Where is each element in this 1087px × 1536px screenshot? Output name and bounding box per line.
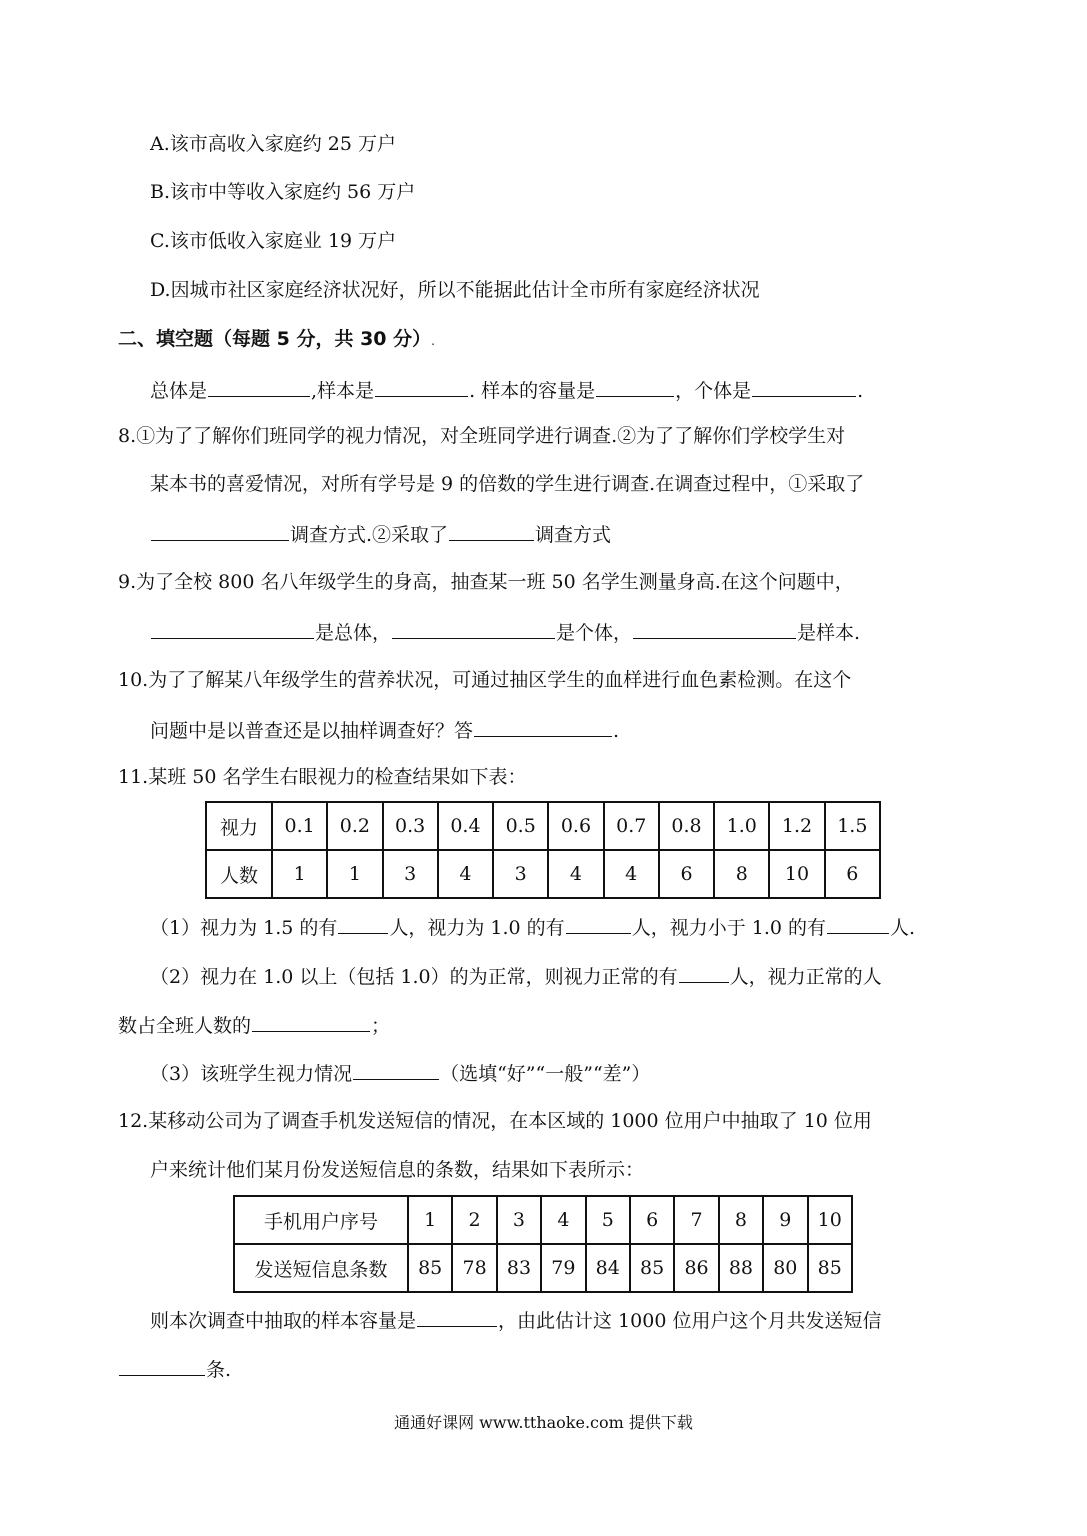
count-cell: 8 [714,850,769,898]
q11-p1-text-1: （1）视力为 1.5 的有 [150,917,338,939]
q10-line-2 [150,716,619,744]
q12-text-3: 条. [206,1359,232,1381]
q12-text-1: 则本次调查中抽取的样本容量是 [150,1310,417,1332]
option-c: C.该市低收入家庭业 19 万户 [150,230,397,252]
q10-text-1: 问题中是以普查还是以抽样调查好？答 [150,720,474,742]
page-footer: 通通好课网 www.tthaoke.com 提供下载 [394,1413,693,1432]
sms-count-cell: 79 [541,1244,585,1292]
option-d: D.因城市社区家庭经济状况好，所以不能据此估计全市所有家庭经济状况 [150,279,760,301]
section-heading-row [118,326,435,354]
sms-count-cell: 83 [497,1244,541,1292]
q7-text-5: . [857,380,864,402]
q11-p2-blank-2[interactable] [252,1011,370,1032]
vision-cell: 0.1 [272,802,327,850]
q7-blank-2[interactable] [375,376,468,397]
count-cell: 10 [769,850,824,898]
count-cell: 1 [272,850,327,898]
vision-cell: 0.3 [383,802,438,850]
q7-text-1: 总体是 [150,380,208,402]
count-cell: 3 [383,850,438,898]
user-id-cell: 1 [408,1196,452,1244]
q8-line-1: 8.①为了了解你们班同学的视力情况，对全班同学进行调查.②为了了解你们学校学生对 [118,425,846,447]
q11-p1-blank-3[interactable] [827,913,889,934]
q9-text-2: 是个体， [556,622,633,644]
section-heading: 二、填空题（每题 5 分，共 30 分） [118,328,432,350]
user-id-header-label: 手机用户序号 [234,1196,408,1244]
q7-blank-3[interactable] [596,376,674,397]
q11-part-2-cont [118,1011,390,1039]
user-id-cell: 8 [719,1196,763,1244]
q8-line-3 [150,520,611,548]
sms-count-cell: 88 [719,1244,763,1292]
q7-text-4: ，个体是 [675,380,752,402]
q12-line-1: 12.某移动公司为了调查手机发送短信的情况，在本区域的 1000 位用户中抽取了 10 位用 [118,1110,872,1132]
vision-cell: 1.5 [825,802,880,850]
q8-text-1: 调查方式.②采取了 [290,524,449,546]
vision-header-label: 视力 [206,802,272,850]
q7-blank-4[interactable] [752,376,856,397]
user-id-cell: 7 [674,1196,718,1244]
q9-line-1: 9.为了全校 800 名八年级学生的身高，抽查某一班 50 名学生测量身高.在这个问题中， [118,571,854,593]
vision-cell: 0.7 [604,802,659,850]
q7-row [150,376,863,404]
q11-p2-text-3: 数占全班人数的 [118,1015,252,1037]
q7-text-2: ,样本是 [311,380,375,402]
count-cell: 1 [327,850,382,898]
q11-part-1 [150,913,915,941]
q10-blank-1[interactable] [474,716,612,737]
option-b: B.该市中等收入家庭约 56 万户 [150,181,416,203]
q11-p2-text-1: （2）视力在 1.0 以上（包括 1.0）的为正常，则视力正常的有 [150,966,678,988]
user-id-cell: 2 [452,1196,496,1244]
q11-p3-text-1: （3）该班学生视力情况 [150,1063,353,1085]
q11-intro: 11.某班 50 名学生右眼视力的检查结果如下表： [118,766,527,788]
vision-cell: 0.2 [327,802,382,850]
q11-p1-text-4: 人. [889,917,916,939]
vision-row [206,802,880,850]
sms-table [233,1195,853,1293]
q12-blank-2[interactable] [119,1355,205,1376]
count-header-label: 人数 [206,850,272,898]
user-id-cell: 4 [541,1196,585,1244]
count-cell: 6 [659,850,714,898]
user-id-cell: 5 [586,1196,630,1244]
section-mark: . [431,334,435,348]
q11-p3-text-2: （选填“好”“一般”“差”） [440,1063,651,1085]
count-cell: 4 [548,850,603,898]
vision-cell: 0.5 [493,802,548,850]
vision-table [205,801,881,899]
q9-blank-3[interactable] [633,618,796,639]
q12-line-2: 户来统计他们某月份发送短信息的条数，结果如下表所示： [150,1159,645,1181]
q11-p1-text-2: 人，视力为 1.0 的有 [389,917,565,939]
q12-blank-1[interactable] [417,1306,497,1327]
vision-cell: 0.8 [659,802,714,850]
q9-text-1: 是总体， [315,622,392,644]
q8-line-2: 某本书的喜爱情况，对所有学号是 9 的倍数的学生进行调查.在调查过程中，①采取了 [150,473,865,495]
count-cell: 4 [438,850,493,898]
q9-text-3: 是样本. [797,622,861,644]
q7-blank-1[interactable] [208,376,310,397]
sms-count-cell: 85 [630,1244,674,1292]
q11-p2-blank-1[interactable] [679,962,729,983]
vision-cell: 0.6 [548,802,603,850]
sms-count-cell: 78 [452,1244,496,1292]
q10-text-2: . [613,720,620,742]
q9-blank-1[interactable] [151,618,314,639]
q9-line-2 [150,618,860,646]
count-cell: 6 [825,850,880,898]
q11-part-2 [150,962,882,990]
q11-p2-text-2: 人，视力正常的人 [729,966,882,988]
q12-text-2: ，由此估计这 1000 位用户这个月共发送短信 [498,1310,882,1332]
vision-cell: 0.4 [438,802,493,850]
sms-count-cell: 84 [586,1244,630,1292]
count-cell: 4 [604,850,659,898]
q11-p3-blank-1[interactable] [353,1059,439,1080]
vision-cell: 1.2 [769,802,824,850]
sms-count-row [234,1244,852,1292]
count-cell: 3 [493,850,548,898]
sms-count-header-label: 发送短信息条数 [234,1244,408,1292]
user-id-cell: 10 [808,1196,852,1244]
user-id-row [234,1196,852,1244]
q11-part-3 [150,1059,650,1087]
count-row [206,850,880,898]
q10-line-1: 10.为了了解某八年级学生的营养状况，可通过抽区学生的血样进行血色素检测。在这个 [118,669,852,691]
sms-count-cell: 86 [674,1244,718,1292]
q12-line-3 [150,1306,881,1334]
q9-blank-2[interactable] [392,618,555,639]
q11-p1-blank-1[interactable] [338,913,388,934]
option-a: A.该市高收入家庭约 25 万户 [150,133,397,155]
user-id-cell: 9 [763,1196,807,1244]
q11-p1-text-3: 人，视力小于 1.0 的有 [631,917,826,939]
sms-count-cell: 85 [408,1244,452,1292]
user-id-cell: 3 [497,1196,541,1244]
q12-line-4 [118,1355,231,1383]
q7-text-3: . 样本的容量是 [469,380,596,402]
q8-text-2: 调查方式 [535,524,612,546]
user-id-cell: 6 [630,1196,674,1244]
q8-blank-1[interactable] [151,520,289,541]
q11-p1-blank-2[interactable] [566,913,631,934]
sms-count-cell: 80 [763,1244,807,1292]
sms-count-cell: 85 [808,1244,852,1292]
q11-p2-text-4: ； [371,1015,391,1037]
vision-cell: 1.0 [714,802,769,850]
q8-blank-2[interactable] [449,520,534,541]
